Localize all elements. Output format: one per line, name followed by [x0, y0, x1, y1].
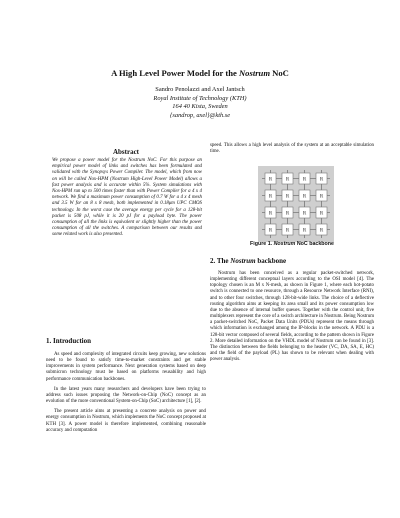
author-block	[0, 86, 400, 120]
author-names: Sandro Penolazzi and Axel Jantsch	[155, 86, 245, 93]
section2-heading: 2. The Nostrum backbone	[210, 257, 287, 265]
intro-paragraph: As speed and complexity of integrated circuits keep growing, new solutions need to be found to satisfy time-to-market constraints and get stable improvements in system performance. Next generation systems based on deep submicron technology must be based on platforms reusability and high performance communication backbones.	[46, 352, 206, 382]
resource-label: R	[319, 177, 324, 183]
resource-label: R	[268, 194, 273, 200]
figure-1	[258, 166, 334, 242]
email: {sandrop, axel}@kth.se	[169, 111, 231, 119]
resource-label: R	[268, 211, 273, 217]
resource-label: R	[285, 211, 290, 217]
resource-label: R	[319, 194, 324, 200]
paper-title: A High Level Power Model for the Nostrum NoC	[111, 68, 289, 78]
resource-label: R	[285, 228, 290, 234]
intro-heading: 1. Introduction	[46, 337, 91, 345]
section2-body	[210, 271, 374, 367]
address: 164 40 Kista, Sweden	[172, 103, 228, 111]
resource-label: R	[285, 177, 290, 183]
resource-label: R	[319, 211, 324, 217]
noc-mesh-diagram	[258, 166, 334, 242]
resource-label: R	[302, 228, 307, 234]
resource-label: R	[285, 194, 290, 200]
resource-label: R	[268, 228, 273, 234]
intro-body	[46, 352, 206, 438]
resource-label: R	[302, 211, 307, 217]
section2-paragraph: Nostrum has been conceived as a regular packet-switched network, implementing different conceptual layers according to the OSI model [4]. The topology chosen is an M x N-mesh, as shown in Figure 1, where each hot-potato switch is connected to one resource, through a Resource Network Interface (RNI), and to other four switches, through 128-bit-wide links. The choice of a deflective routing algorithm aims at keeping its area small and its power consumption low due to the absence of internal buffer queues. Together with the control unit, five multiplexers represent the core of a switch architecture in Nostrum. Being Nostrum a packet-switched NoC, Packet Data Units (PDUs) represent the means through which information is exchanged among the IP-blocks in the network. A PDU is a 128-bit vector composed of several fields, according to the pattern shown in Figure 2. More detailed information on the VHDL model of Nostrum can be found in [3]. The distinction between the fields belonging to the header (VC, DA, SA, E, HC) and the field of the payload (PL) has shown to be relevant when dealing with power analysis.	[210, 271, 374, 363]
affiliation: Royal Institute of Technology (KTH)	[153, 94, 247, 102]
intro-paragraph: In the latest years many researchers and developers have been trying to address such issues proposing the Network-on-Chip (NoC) concept as an evolution of the more conventional System-on-Chip (SoC) architecture [1], [2].	[46, 386, 206, 405]
abstract-text: We propose a power model for the Nostrum NoC. For this purpose an empirical power model of links and switches has been formulated and validated with the Synopsys Power Compiler. The model, which from now on will be called Nox-HPM (Nostrum High-Level Power Model) allows a fast power analysis and is accurate within 5%. System simulations with Nox-HPM run up to 500 times faster than with Power Compiler for a 4 x 4 network. We find a maximum power consumption of 0.7 W for a 4 x 4 mesh and 3.5 W for an 8 x 8 mesh, both implemented in 0.18μm UPC CMOS technology. In the worst case the average energy per cycle for a 128-bit packet is 508 pJ, while it is 20 pJ for a payload byte. The power consumption of all the links is equivalent or slightly higher than the power consumption of all the switches. A comparison between our results and some related work is also presented.	[52, 158, 202, 238]
right-top-text: speed. This allows a high level analysis of the system at an acceptable simulation time.	[210, 143, 374, 155]
resource-label: R	[268, 177, 273, 183]
intro-paragraph: The present article aims at presenting a concrete analysis on power and energy consumption in Nostrum, which implements the NoC concept proposed at KTH [3]. A power model is therefore implemented, combining reasonable accuracy and computation	[46, 409, 206, 433]
title-nostrum: Nostrum	[238, 68, 271, 78]
resource-label: R	[302, 177, 307, 183]
figure-caption: Figure 1. Nostrum NoC backbone	[250, 241, 334, 247]
resource-label: R	[302, 194, 307, 200]
abstract-heading: Abstract	[112, 148, 140, 156]
resource-label: R	[319, 228, 324, 234]
